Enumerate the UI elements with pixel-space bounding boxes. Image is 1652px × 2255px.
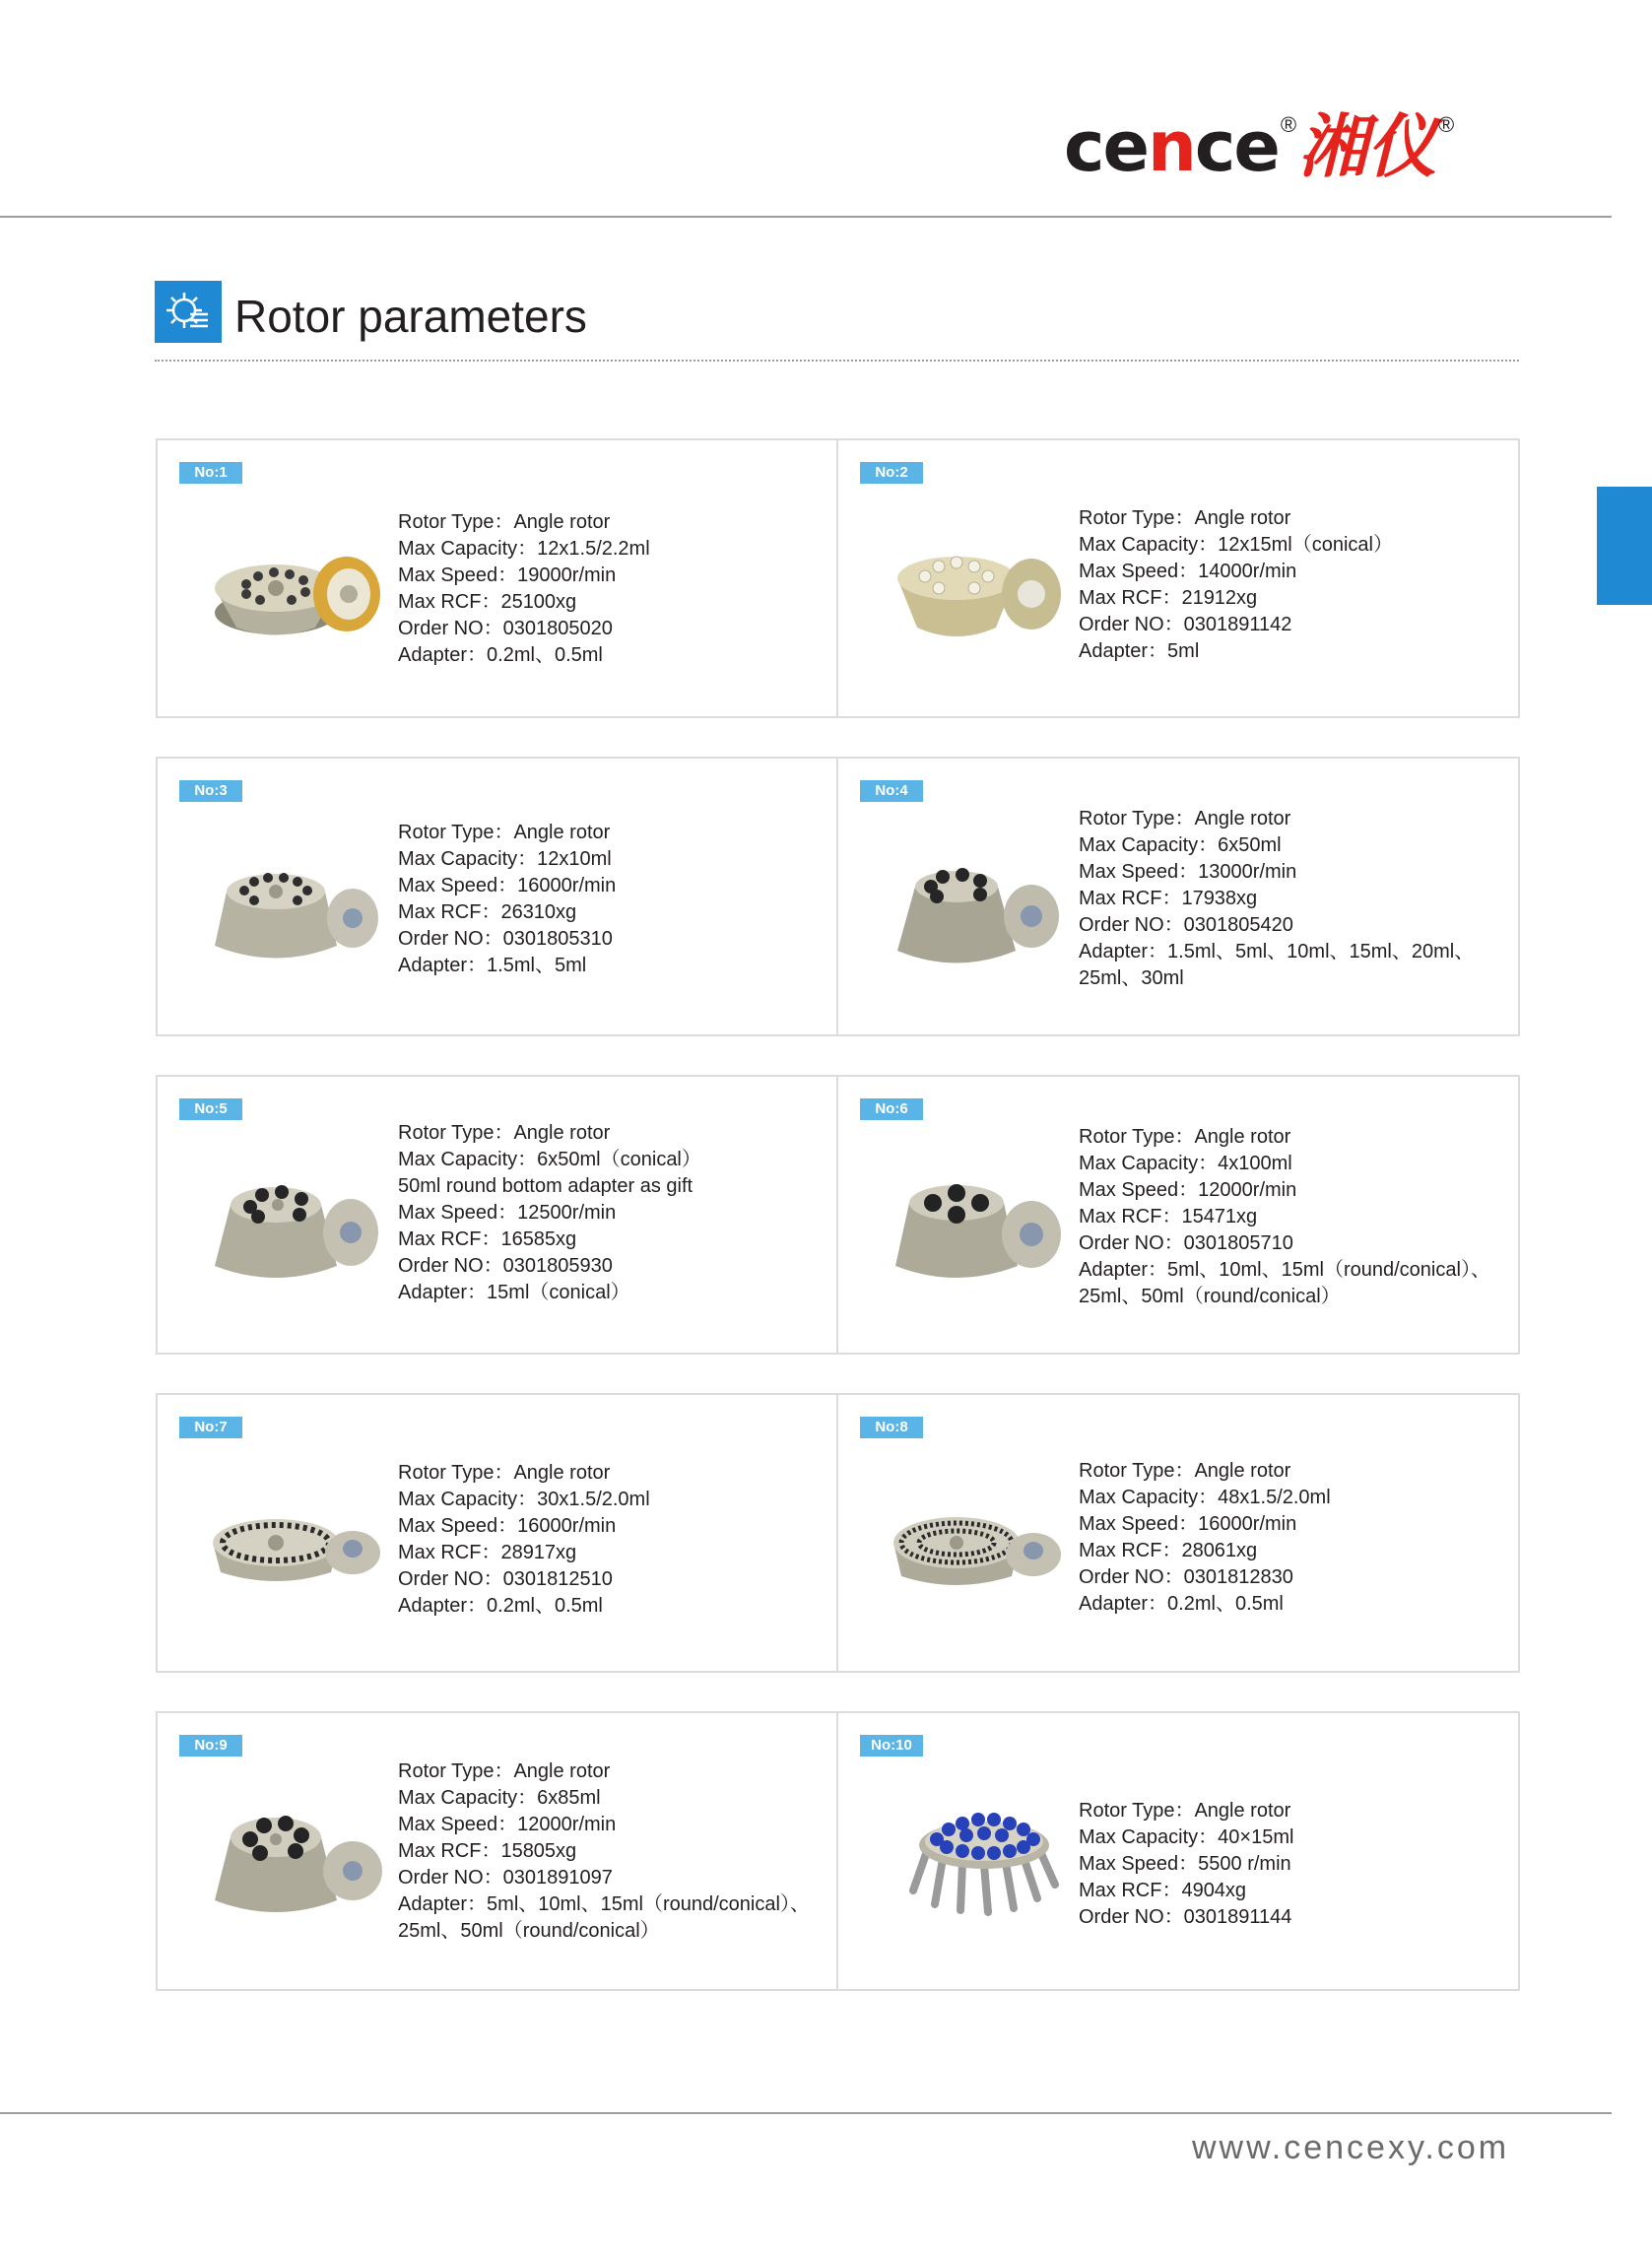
rotor-card-4 — [838, 759, 1518, 1034]
rotor-specs — [1079, 1458, 1522, 1618]
spec-line: Adapter：1.5ml、5ml、10ml、15ml、20ml、 — [1079, 941, 1475, 962]
rotor-badge: No:7 — [179, 1417, 242, 1438]
spec-line: 50ml round bottom adapter as gift — [398, 1175, 694, 1197]
spec-line: Order NO：0301891144 — [1079, 1906, 1292, 1928]
angle-rotor-4-hole-icon — [888, 1156, 1065, 1293]
spec-line: Max Capacity：6x50ml — [1079, 834, 1282, 856]
rotor-badge: No:4 — [860, 780, 923, 802]
rotor-card-7 — [158, 1395, 838, 1671]
registered-mark: ® — [1280, 112, 1297, 137]
rotor-card-5 — [158, 1077, 838, 1353]
spec-line: Adapter：1.5ml、5ml — [398, 955, 587, 976]
angle-rotor-golden-lid-icon — [207, 519, 384, 657]
rotor-specs — [398, 1120, 841, 1306]
spec-line: Max Speed：13000r/min — [1079, 861, 1297, 883]
spec-line: Max RCF：21912xg — [1079, 587, 1258, 609]
rotor-specs — [1079, 1798, 1522, 1931]
rotor-card-1 — [158, 440, 838, 716]
side-tab-marker — [1597, 487, 1652, 605]
spec-line: Adapter：0.2ml、0.5ml — [1079, 1593, 1284, 1615]
spec-line: Rotor Type：Angle rotor — [1079, 808, 1291, 829]
spec-line: Order NO：0301805420 — [1079, 914, 1293, 936]
rotor-badge: No:1 — [179, 462, 242, 484]
angle-rotor-6-hole-icon — [207, 1790, 384, 1928]
rotor-card-2 — [838, 440, 1518, 716]
rotor-specs — [1079, 806, 1522, 992]
rotor-badge: No:8 — [860, 1417, 923, 1438]
spec-line: 25ml、50ml（round/conical） — [1079, 1286, 1341, 1307]
rotor-card-9 — [158, 1713, 838, 1989]
spec-line: Max Capacity：6x50ml（conical） — [398, 1149, 701, 1170]
spec-line: Order NO：0301805020 — [398, 618, 613, 639]
spec-line: Adapter：5ml、10ml、15ml（round/conical）、 — [398, 1893, 810, 1915]
spec-line: Max RCF：17938xg — [1079, 888, 1258, 909]
spec-line: Order NO：0301891097 — [398, 1867, 613, 1889]
website-url[interactable]: www.cencexy.com — [1192, 2129, 1510, 2166]
spec-line: Max Capacity：4x100ml — [1079, 1153, 1292, 1174]
spec-line: Max Speed：19000r/min — [398, 564, 617, 586]
angle-rotor-12-hole-icon — [207, 837, 384, 975]
spec-line: Max Capacity：6x85ml — [398, 1787, 601, 1809]
rotor-card-6 — [838, 1077, 1518, 1353]
section-title: Rotor parameters — [234, 291, 587, 342]
spec-line: Max Speed：16000r/min — [398, 1515, 617, 1537]
spec-line: Order NO：0301805710 — [1079, 1232, 1293, 1254]
rotor-card-3 — [158, 759, 838, 1034]
rotor-card-8 — [838, 1395, 1518, 1671]
rotor-row-4 — [156, 1393, 1520, 1673]
spec-line: Adapter：15ml（conical） — [398, 1282, 630, 1303]
spec-line: Rotor Type：Angle rotor — [1079, 1800, 1291, 1822]
spec-line: Max RCF：28917xg — [398, 1542, 577, 1563]
rotor-row-5 — [156, 1711, 1520, 1991]
spec-line: Rotor Type：Angle rotor — [398, 1122, 611, 1144]
rotor-row-3 — [156, 1075, 1520, 1355]
spec-line: Max Speed：16000r/min — [398, 875, 617, 896]
rotor-specs — [398, 1460, 841, 1620]
spec-line: Rotor Type：Angle rotor — [1079, 1126, 1291, 1148]
rotor-row-1 — [156, 438, 1520, 718]
spec-line: Max Capacity：12x1.5/2.2ml — [398, 538, 650, 560]
rotor-badge: No:10 — [860, 1735, 923, 1757]
rotor-specs — [1079, 1124, 1522, 1310]
logo-chinese: 湘仪 — [1298, 105, 1437, 187]
spec-line: Max RCF：15805xg — [398, 1840, 577, 1862]
spec-line: 25ml、50ml（round/conical） — [398, 1920, 660, 1942]
spec-line: Order NO：0301891142 — [1079, 614, 1292, 635]
spec-line: Max Speed：12000r/min — [398, 1814, 617, 1835]
spec-line: Max Capacity：30x1.5/2.0ml — [398, 1489, 650, 1510]
footer-rule — [0, 2112, 1612, 2114]
spec-line: Adapter：0.2ml、0.5ml — [398, 1595, 603, 1617]
logo-latin: cence — [1064, 106, 1279, 187]
spec-line: Max RCF：15471xg — [1079, 1206, 1258, 1227]
spec-line: Rotor Type：Angle rotor — [398, 1462, 611, 1484]
spec-line: Max Capacity：12x10ml — [398, 848, 612, 870]
rotor-specs — [398, 1758, 841, 1945]
rotor-specs — [398, 509, 841, 669]
rotor-specs — [1079, 505, 1522, 665]
spec-line: Rotor Type：Angle rotor — [398, 1760, 611, 1782]
spec-line: Rotor Type：Angle rotor — [1079, 1460, 1291, 1482]
spec-line: Adapter：5ml — [1079, 640, 1200, 662]
rotor-row-2 — [156, 757, 1520, 1036]
spec-line: Adapter：5ml、10ml、15ml（round/conical）、 — [1079, 1259, 1490, 1281]
spec-line: Order NO：0301805930 — [398, 1255, 613, 1277]
rotor-specs — [398, 820, 841, 979]
spec-line: Order NO：0301805310 — [398, 928, 613, 950]
spec-line: 25ml、30ml — [1079, 967, 1184, 989]
brand-logo — [1064, 102, 1456, 191]
spec-line: Max RCF：16585xg — [398, 1228, 577, 1250]
rotor-badge: No:2 — [860, 462, 923, 484]
angle-rotor-48-hole-icon — [888, 1474, 1065, 1612]
spec-line: Rotor Type：Angle rotor — [1079, 507, 1291, 529]
spec-line: Max Capacity：40×15ml — [1079, 1826, 1294, 1848]
spec-line: Max Speed：14000r/min — [1079, 561, 1297, 582]
spec-line: Max RCF：4904xg — [1079, 1880, 1247, 1901]
rotor-badge: No:6 — [860, 1098, 923, 1120]
header-rule — [0, 216, 1612, 218]
rotor-card-10 — [838, 1713, 1518, 1989]
registered-mark-2: ® — [1438, 112, 1455, 137]
spec-line: Order NO：0301812510 — [398, 1568, 613, 1590]
spec-line: Max Speed：5500 r/min — [1079, 1853, 1291, 1875]
section-divider — [155, 360, 1519, 362]
angle-rotor-30-hole-icon — [207, 1474, 384, 1612]
spec-line: Max RCF：26310xg — [398, 901, 577, 923]
spec-line: Rotor Type：Angle rotor — [398, 822, 611, 843]
spec-line: Max RCF：25100xg — [398, 591, 577, 613]
spec-line: Rotor Type：Angle rotor — [398, 511, 611, 533]
spec-line: Adapter：0.2ml、0.5ml — [398, 644, 603, 666]
spec-line: Max Speed：16000r/min — [1079, 1513, 1297, 1535]
spec-line: Max RCF：28061xg — [1079, 1540, 1258, 1561]
angle-rotor-6-hole-icon — [207, 1156, 384, 1293]
rotor-badge: No:3 — [179, 780, 242, 802]
spec-line: Max Speed：12000r/min — [1079, 1179, 1297, 1201]
spec-line: Order NO：0301812830 — [1079, 1566, 1293, 1588]
angle-rotor-6-hole-icon — [888, 837, 1065, 975]
rotor-badge: No:9 — [179, 1735, 242, 1757]
gear-settings-icon — [155, 281, 222, 343]
spec-line: Max Capacity：12x15ml（conical） — [1079, 534, 1394, 556]
angle-rotor-golden-icon — [888, 519, 1065, 657]
rotor-with-blue-tubes-icon — [907, 1782, 1085, 1920]
rotor-badge: No:5 — [179, 1098, 242, 1120]
spec-line: Max Capacity：48x1.5/2.0ml — [1079, 1487, 1331, 1508]
spec-line: Max Speed：12500r/min — [398, 1202, 617, 1224]
